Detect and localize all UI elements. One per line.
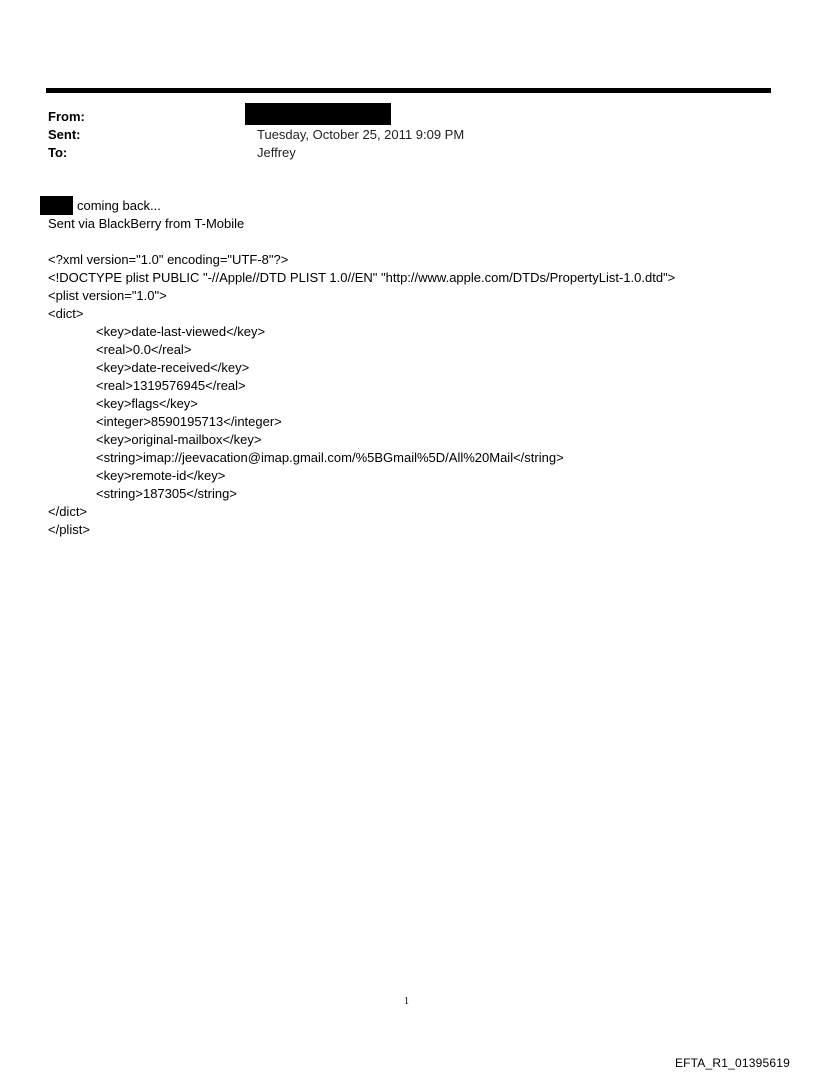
body-line-coming-back: coming back... (77, 198, 161, 213)
xml-line: <?xml version="1.0" encoding="UTF-8"?> (48, 252, 289, 267)
body-line-signature: Sent via BlackBerry from T-Mobile (48, 216, 245, 231)
xml-line: <plist version="1.0"> (48, 288, 167, 303)
xml-line: <integer>8590195713</integer> (96, 414, 282, 429)
xml-line: <string>imap://jeevacation@imap.gmail.com/%5BGmail%5D/All%20Mail</string> (96, 450, 564, 465)
xml-line: </dict> (48, 504, 88, 519)
xml-line: <key>date-last-viewed</key> (96, 324, 266, 339)
document-id: EFTA_R1_01395619 (674, 1056, 790, 1070)
header-rule (46, 88, 771, 93)
sent-label: Sent: (48, 127, 81, 142)
from-redaction (245, 103, 391, 125)
page-number: 1 (404, 996, 409, 1007)
to-value: Jeffrey (257, 145, 296, 160)
xml-line: <dict> (48, 306, 84, 321)
xml-line: <string>187305</string> (96, 486, 237, 501)
xml-line: <key>remote-id</key> (96, 468, 226, 483)
xml-line: </plist> (48, 522, 90, 537)
sent-value: Tuesday, October 25, 2011 9:09 PM (257, 127, 465, 142)
xml-line: <key>date-received</key> (96, 360, 250, 375)
xml-line: <real>1319576945</real> (96, 378, 246, 393)
to-label: To: (48, 145, 68, 160)
xml-line: <key>flags</key> (96, 396, 198, 411)
from-label: From: (48, 109, 85, 124)
xml-line: <real>0.0</real> (96, 342, 192, 357)
xml-line: <key>original-mailbox</key> (96, 432, 262, 447)
xml-line: <!DOCTYPE plist PUBLIC "-//Apple//DTD PLIST 1.0//EN" "http://www.apple.com/DTDs/PropertyList-1.0.dtd"> (48, 270, 676, 285)
body-redaction (40, 196, 73, 215)
